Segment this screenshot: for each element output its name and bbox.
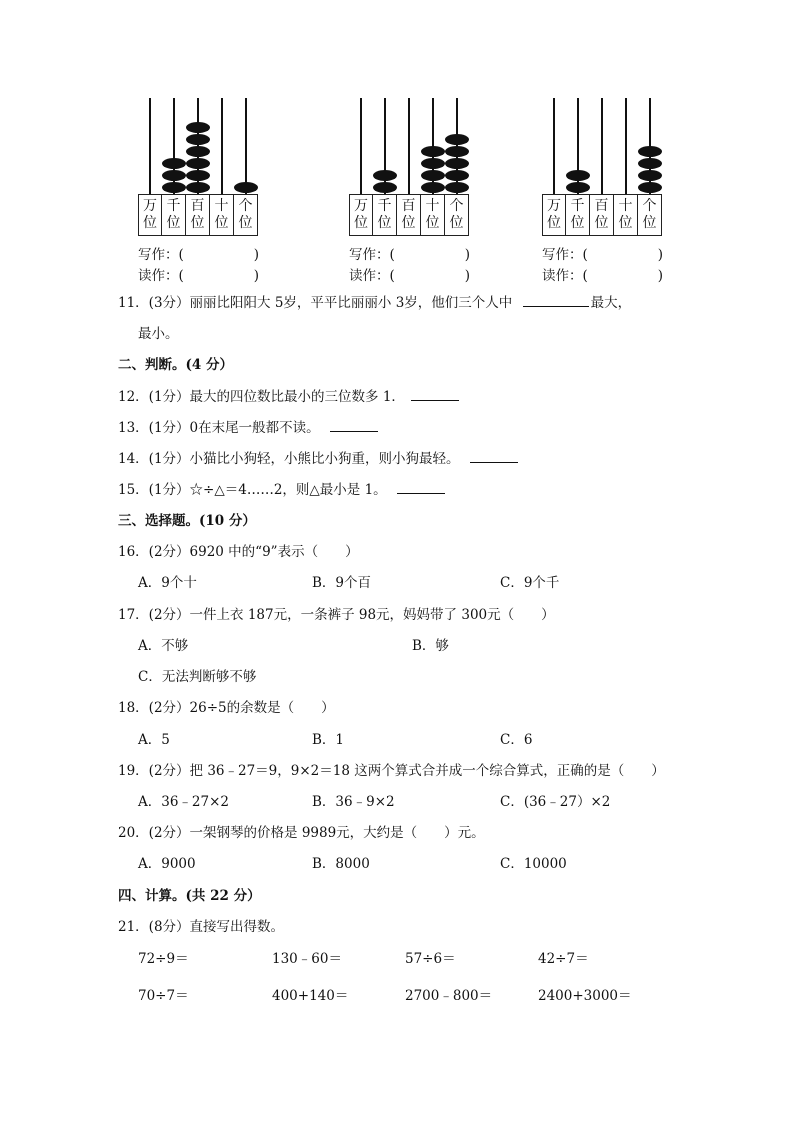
abacus-bead — [566, 182, 590, 193]
abacus-bead — [186, 182, 210, 193]
calc-item: 72÷9＝ — [138, 951, 189, 967]
answer-blank[interactable] — [330, 419, 378, 432]
abacus-2 — [349, 98, 479, 238]
abacus-rod — [221, 98, 222, 196]
abacus-bead — [638, 158, 662, 169]
question-18: 18．(2分）26÷5的余数是（ ） — [118, 700, 335, 716]
calc-item: 400+140＝ — [272, 988, 349, 1004]
option-c[interactable]: C．10000 — [500, 856, 567, 872]
option-a[interactable]: A．36﹣27×2 — [138, 794, 230, 810]
read-line-1: 读作：( ) — [138, 268, 260, 284]
abacus-bead — [162, 158, 186, 169]
place-label: 个 位 — [445, 194, 469, 236]
place-label: 百 位 — [186, 194, 210, 236]
abacus-bead — [373, 170, 397, 181]
place-label: 百 位 — [590, 194, 614, 236]
question-20: 20．(2分）一架钢琴的价格是 9989元，大约是（ ）元。 — [118, 825, 485, 841]
option-b[interactable]: B．8000 — [312, 856, 370, 872]
abacus-bead — [373, 182, 397, 193]
question-16: 16．(2分）6920 中的“9”表示（ ） — [118, 544, 359, 560]
section-2-heading: 二、判断。(4 分） — [118, 357, 233, 373]
abacus-bead — [638, 146, 662, 157]
abacus-rod — [360, 98, 361, 196]
abacus-bead — [162, 170, 186, 181]
abacus-bead — [638, 170, 662, 181]
option-c[interactable]: C．(36﹣27）×2 — [500, 794, 611, 810]
question-14: 14．(1分）小猫比小狗轻，小熊比小狗重，则小狗最轻。 — [118, 447, 518, 467]
question-15: 15．(1分）☆÷△＝4……2，则△最小是 1。 — [118, 478, 445, 498]
read-line-2: 读作：( ) — [349, 268, 471, 284]
abacus-bead — [445, 182, 469, 193]
place-label: 十 位 — [421, 194, 445, 236]
abacus-rod — [149, 98, 150, 196]
abacus-bead — [186, 146, 210, 157]
calc-item: 2400+3000＝ — [538, 988, 632, 1004]
option-c[interactable]: C．6 — [500, 732, 533, 748]
abacus-rod — [553, 98, 554, 196]
abacus-rod — [601, 98, 602, 196]
place-label: 千 位 — [162, 194, 186, 236]
abacus-bead — [162, 182, 186, 193]
abacus-bead — [421, 158, 445, 169]
question-11: 11．(3分）丽丽比阳阳大 5岁，平平比丽丽小 3岁，他们三个人中 最大， — [118, 295, 632, 311]
abacus-bead — [445, 170, 469, 181]
abacus-bead — [234, 182, 258, 193]
place-label: 十 位 — [210, 194, 234, 236]
abacus-3 — [542, 98, 672, 238]
abacus-bead — [445, 146, 469, 157]
answer-blank[interactable] — [470, 450, 518, 463]
write-line-2: 写作：( ) — [349, 247, 471, 263]
place-label: 万 位 — [138, 194, 162, 236]
calc-item: 42÷7＝ — [538, 951, 589, 967]
option-a[interactable]: A．不够 — [138, 638, 189, 654]
abacus-rod — [408, 98, 409, 196]
place-label: 个 位 — [234, 194, 258, 236]
option-b[interactable]: B．9个百 — [312, 575, 372, 591]
question-21: 21．(8分）直接写出得数。 — [118, 919, 285, 935]
abacus-bead — [186, 170, 210, 181]
answer-blank[interactable] — [397, 481, 445, 494]
abacus-bead — [638, 182, 662, 193]
option-a[interactable]: A．9000 — [138, 856, 196, 872]
abacus-1 — [138, 98, 268, 238]
option-a[interactable]: A．5 — [138, 732, 170, 748]
question-19: 19．(2分）把 36﹣27＝9，9×2＝18 这两个算式合并成一个综合算式，正确的是（ ） — [118, 763, 665, 779]
option-b[interactable]: B．36﹣9×2 — [312, 794, 395, 810]
abacus-bead — [421, 146, 445, 157]
write-line-1: 写作：( ) — [138, 247, 260, 263]
calc-item: 57÷6＝ — [405, 951, 456, 967]
abacus-bead — [421, 182, 445, 193]
abacus-bead — [566, 170, 590, 181]
option-a[interactable]: A．9个十 — [138, 575, 197, 591]
calc-item: 130﹣60＝ — [272, 951, 342, 967]
option-c[interactable]: C．9个千 — [500, 575, 560, 591]
option-b[interactable]: B．够 — [412, 638, 449, 654]
abacus-bead — [421, 170, 445, 181]
answer-blank[interactable] — [523, 294, 589, 307]
place-label: 个 位 — [638, 194, 662, 236]
question-12: 12．(1分）最大的四位数比最小的三位数多 1． — [118, 385, 459, 405]
abacus-bead — [186, 134, 210, 145]
abacus-bead — [186, 158, 210, 169]
answer-blank[interactable] — [411, 388, 459, 401]
section-3-heading: 三、选择题。(10 分） — [118, 513, 256, 529]
abacus-bead — [445, 158, 469, 169]
calc-item: 70÷7＝ — [138, 988, 189, 1004]
calc-item: 2700﹣800＝ — [405, 988, 493, 1004]
place-label: 万 位 — [349, 194, 373, 236]
place-label: 十 位 — [614, 194, 638, 236]
question-17: 17．(2分）一件上衣 187元，一条裤子 98元，妈妈带了 300元（ ） — [118, 607, 555, 623]
option-c[interactable]: C．无法判断够不够 — [138, 669, 257, 685]
place-label: 百 位 — [397, 194, 421, 236]
abacus-rod — [625, 98, 626, 196]
place-label: 千 位 — [373, 194, 397, 236]
section-4-heading: 四、计算。(共 22 分） — [118, 888, 261, 904]
abacus-bead — [186, 122, 210, 133]
write-line-3: 写作：( ) — [542, 247, 664, 263]
question-11-cont: 最小。 — [138, 326, 179, 342]
option-b[interactable]: B．1 — [312, 732, 345, 748]
question-13: 13．(1分）0在末尾一般都不读。 — [118, 416, 378, 436]
place-label: 万 位 — [542, 194, 566, 236]
abacus-bead — [445, 134, 469, 145]
read-line-3: 读作：( ) — [542, 268, 664, 284]
place-label: 千 位 — [566, 194, 590, 236]
